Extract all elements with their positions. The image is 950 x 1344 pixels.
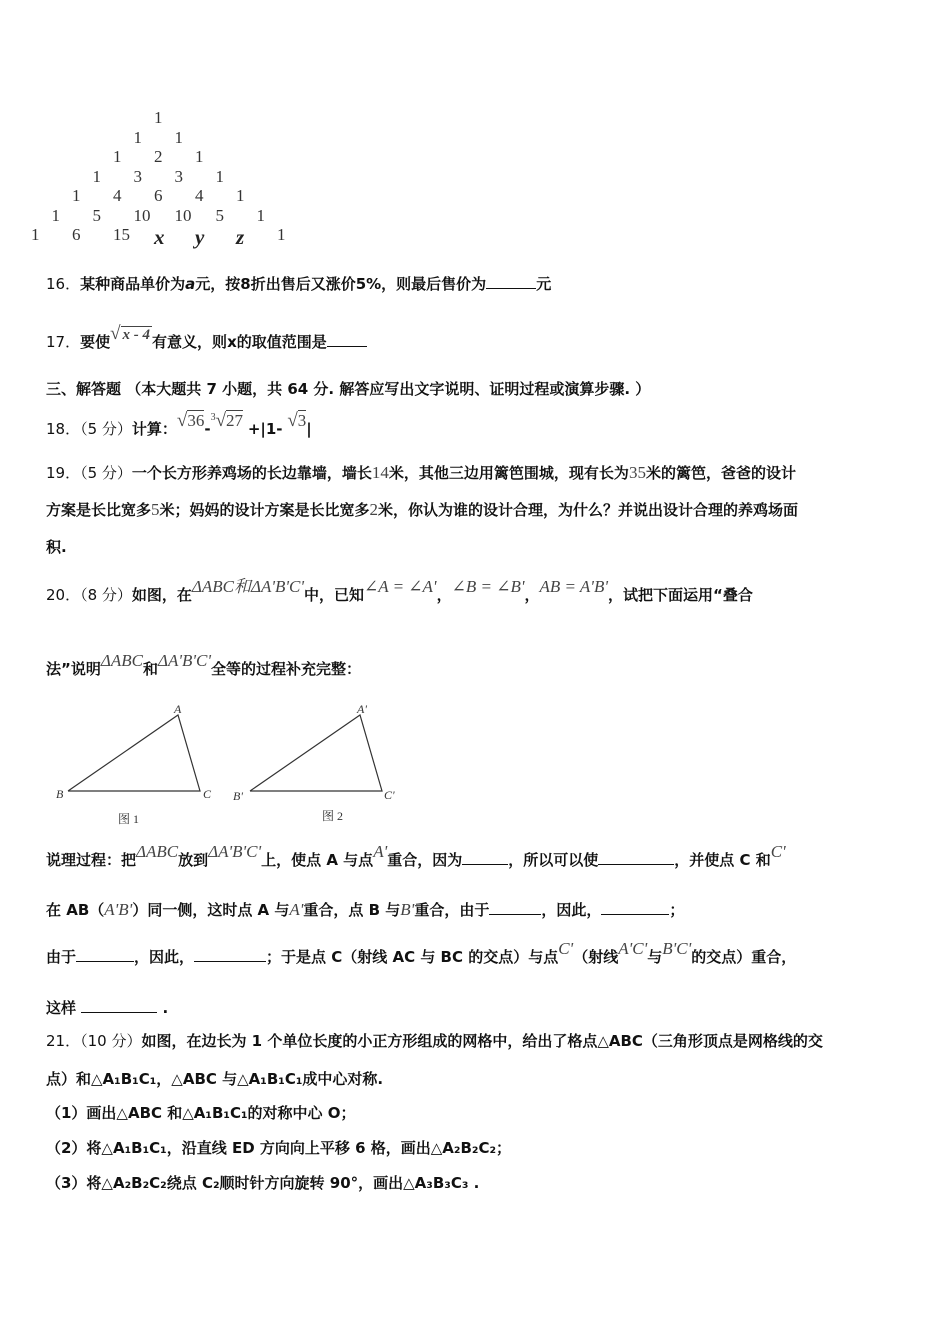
- vertex-label: A: [174, 702, 182, 716]
- q20-text: 由于: [46, 948, 77, 966]
- question-17: [46, 323, 367, 354]
- q20-text: 和: [142, 660, 158, 678]
- q21-number: 21．: [46, 1032, 81, 1050]
- q20-text: ，因此，: [134, 948, 195, 966]
- pascal-entry: 2: [154, 147, 163, 166]
- q20-text: 在 AB（: [46, 901, 105, 919]
- pascal-entry: 4: [195, 186, 204, 205]
- q16-var: a: [185, 275, 196, 293]
- q18-op: +|1-: [247, 420, 283, 438]
- q17-number: 17．: [46, 333, 81, 351]
- q20-math: ΔA'B'C': [157, 651, 211, 670]
- q20-text: 重合，因为: [387, 851, 463, 869]
- q18-radicand: 36: [187, 411, 205, 430]
- q20-text: ，并使点 C 和: [674, 851, 771, 869]
- q17-radicand: x - 4: [122, 327, 151, 343]
- answer-blank[interactable]: [462, 850, 508, 865]
- q20-number: 20．: [46, 586, 81, 604]
- q20-text: 重合，由于: [414, 901, 490, 919]
- q21-text: 如图，在边长为 1 个单位长度的小正方形组成的网格中，给出了格点△ABC（三角形顶点是网格线的交: [141, 1032, 823, 1050]
- q19-value: 35: [628, 463, 646, 482]
- q16-text: 折出售后又涨价: [250, 275, 356, 293]
- pascal-entry: 1: [215, 166, 224, 186]
- q20-figures: [40, 700, 420, 830]
- q19-text: 方案是长比宽多: [46, 501, 152, 519]
- vertex-label: C: [203, 787, 212, 801]
- pascal-entry: 10: [174, 205, 192, 225]
- question-21-line-1: [46, 1030, 823, 1052]
- pascal-entry: 4: [113, 186, 122, 205]
- pascal-entry: 1: [72, 186, 81, 205]
- answer-blank[interactable]: [76, 947, 134, 962]
- section-3-title: 三、解答题 （本大题共 7 小题，共 64 分. 解答应写出文字说明、证明过程或演算步骤. ）: [46, 380, 651, 398]
- pascal-entry: 1: [236, 186, 245, 205]
- triangle-abc: [68, 715, 200, 791]
- q18-op: -: [204, 420, 211, 438]
- q19-text: 米，其他三边用篱笆围城，现有长为: [388, 464, 629, 482]
- q16-text: 某种商品单价为: [80, 275, 186, 293]
- q19-value: 5: [151, 500, 160, 519]
- question-20-line-1: [46, 577, 753, 606]
- q19-value: 14: [371, 463, 389, 482]
- vertex-label: B: [56, 787, 64, 801]
- q21-score: （10 分）: [80, 1032, 142, 1050]
- q18-radicand: 3: [297, 411, 307, 430]
- q18-number: 18．: [46, 420, 81, 438]
- q20-math: ∠B = ∠B': [451, 577, 525, 596]
- pascal-entry: 6: [154, 186, 163, 205]
- q20-text: 重合，点 B 与: [303, 901, 401, 919]
- figure-caption: 图 1: [118, 812, 140, 826]
- pascal-entry: 1: [174, 127, 183, 147]
- q17-text: 要使: [80, 333, 111, 351]
- q21-step-3: （3）将△A₂B₂C₂绕点 C₂顺时针方向旋转 90°，画出△A₃B₃C₃ .: [46, 1174, 480, 1192]
- q20-text: ）同一侧，这时点 A 与: [132, 901, 290, 919]
- q20-proof-line-4: [46, 997, 168, 1019]
- q19-number: 19．: [46, 464, 81, 482]
- q16-text: 元: [536, 275, 552, 293]
- q20-proof-line-3: [46, 939, 797, 968]
- q20-math: B'C': [662, 939, 692, 958]
- q20-text: ，试把下面运用“叠合: [607, 586, 753, 604]
- q20-math: A': [373, 842, 388, 861]
- pascal-entry: 5: [215, 205, 224, 225]
- q20-text: 如图，在: [131, 586, 192, 604]
- q19-score: （5 分）: [80, 464, 132, 482]
- pascal-entry: 1: [256, 205, 265, 225]
- answer-blank[interactable]: [194, 947, 266, 962]
- q20-score: （8 分）: [80, 586, 132, 604]
- q20-text: ；于是点 C（射线 AC 与 BC 的交点）与点: [266, 948, 559, 966]
- answer-blank[interactable]: [601, 900, 669, 915]
- q20-text: .: [162, 999, 169, 1017]
- figure-1: [56, 702, 212, 826]
- question-16: [46, 273, 551, 295]
- q20-math: B': [400, 900, 415, 919]
- pascal-entry: 1: [277, 225, 286, 244]
- pascal-entry: 1: [92, 166, 101, 186]
- q20-math: A'B': [104, 900, 133, 919]
- q20-math: ΔA'B'C': [208, 842, 262, 861]
- q19-text: 米，你认为谁的设计合理，为什么？并说出设计合理的养鸡场面: [378, 501, 799, 519]
- pascal-entry: 1: [133, 127, 142, 147]
- q20-text: 说理过程：把: [46, 851, 137, 869]
- q20-text: 中，已知: [304, 586, 365, 604]
- triangle-a-b-c-prime: [250, 715, 382, 791]
- pascal-unknown: x: [154, 225, 165, 249]
- pascal-entry: 5: [92, 205, 101, 225]
- q20-math: A': [289, 900, 304, 919]
- q20-text: ，所以可以使: [508, 851, 599, 869]
- q17-text: 的取值范围是: [236, 333, 327, 351]
- q17-text: 有意义，则: [152, 333, 228, 351]
- q20-proof-line-2: [46, 899, 684, 921]
- q20-text: （射线: [573, 948, 619, 966]
- question-20-line-2: [46, 651, 361, 680]
- q21-step-2: （2）将△A₁B₁C₁，沿直线 ED 方向向上平移 6 格，画出△A₂B₂C₂；: [46, 1139, 512, 1157]
- pascal-entry: 6: [72, 225, 81, 244]
- q16-number-val: 8: [240, 275, 251, 293]
- q20-text: 与: [647, 948, 663, 966]
- q19-value: 2: [369, 500, 379, 519]
- q16-text: 元，按: [195, 275, 241, 293]
- q19-text: 米的篱笆，爸爸的设计: [645, 464, 796, 482]
- q20-math: AB = A'B': [539, 577, 608, 596]
- pascal-unknown: y: [195, 225, 205, 249]
- q20-math: ∠A = ∠A': [364, 577, 437, 596]
- q18-op: |: [306, 420, 312, 438]
- q18-text: 计算：: [131, 420, 177, 438]
- pascal-entry: 15: [113, 225, 130, 244]
- pascal-entry: 10: [133, 205, 151, 225]
- q20-text: 这样: [46, 999, 77, 1017]
- q19-text: 米；妈妈的设计方案是长比宽多: [159, 501, 370, 519]
- figure-2: [233, 702, 395, 823]
- vertex-label: C': [384, 788, 395, 802]
- q20-text: 的交点）重合，: [691, 948, 797, 966]
- answer-blank[interactable]: [327, 332, 367, 347]
- q17-var: x: [227, 333, 237, 351]
- q20-math: ΔABC: [136, 842, 179, 861]
- q19-text: 一个长方形养鸡场的长边靠墙，墙长: [131, 464, 372, 482]
- q16-text: ，则最后售价为: [381, 275, 487, 293]
- q20-math: C': [558, 939, 574, 958]
- q20-text: 放到: [178, 851, 209, 869]
- question-18: 18．（5 分）计算：√36-$^3$√27 +|1- √3|: [46, 410, 312, 438]
- pascal-entry: 3: [133, 166, 142, 186]
- q20-text: ；: [669, 901, 685, 919]
- q20-math: ΔABC和ΔA'B'C': [191, 577, 304, 596]
- vertex-label: A': [357, 702, 367, 716]
- answer-blank[interactable]: [598, 850, 674, 865]
- question-21-line-2: 点）和△A₁B₁C₁，△ABC 与△A₁B₁C₁成中心对称.: [46, 1070, 384, 1088]
- pascal-entry: 1: [31, 225, 40, 244]
- vertex-label: B': [233, 789, 243, 803]
- q17-radical: √ x - 4: [110, 323, 151, 344]
- q18-root-index: 3: [210, 412, 216, 423]
- q20-math: C': [770, 842, 786, 861]
- q16-number-val: 5%: [355, 275, 382, 293]
- pascal-entry: 1: [195, 147, 204, 166]
- pascal-entry: 1: [113, 147, 122, 166]
- q20-math: ΔABC: [100, 651, 143, 670]
- q20-text: ，: [524, 586, 540, 604]
- pascal-entry: 1: [51, 205, 60, 225]
- question-19-line-2: [46, 499, 798, 521]
- figure-caption: 图 2: [322, 809, 344, 823]
- q20-math: A'C': [618, 939, 648, 958]
- q21-step-1: （1）画出△ABC 和△A₁B₁C₁的对称中心 O；: [46, 1104, 356, 1122]
- q16-number: 16．: [46, 275, 81, 293]
- q20-text: 上，使点 A 与点: [261, 851, 374, 869]
- q18-score: （5 分）: [80, 420, 132, 438]
- q20-text: ，: [436, 586, 452, 604]
- pascal-entry: 1: [154, 108, 163, 127]
- q20-proof-line-1: [46, 842, 786, 871]
- answer-blank[interactable]: [81, 998, 157, 1013]
- pascal-entry: 3: [174, 166, 183, 186]
- q20-text: ，因此，: [541, 901, 602, 919]
- q20-text: 全等的过程补充完整：: [210, 660, 361, 678]
- answer-blank[interactable]: [489, 900, 541, 915]
- pascal-unknown: z: [236, 225, 245, 249]
- q20-text: 法”说明: [46, 660, 101, 678]
- answer-blank[interactable]: [486, 274, 536, 289]
- question-19-line-1: [46, 462, 796, 484]
- q18-radicand: 27: [226, 411, 244, 430]
- question-19-line-3: 积.: [46, 538, 67, 556]
